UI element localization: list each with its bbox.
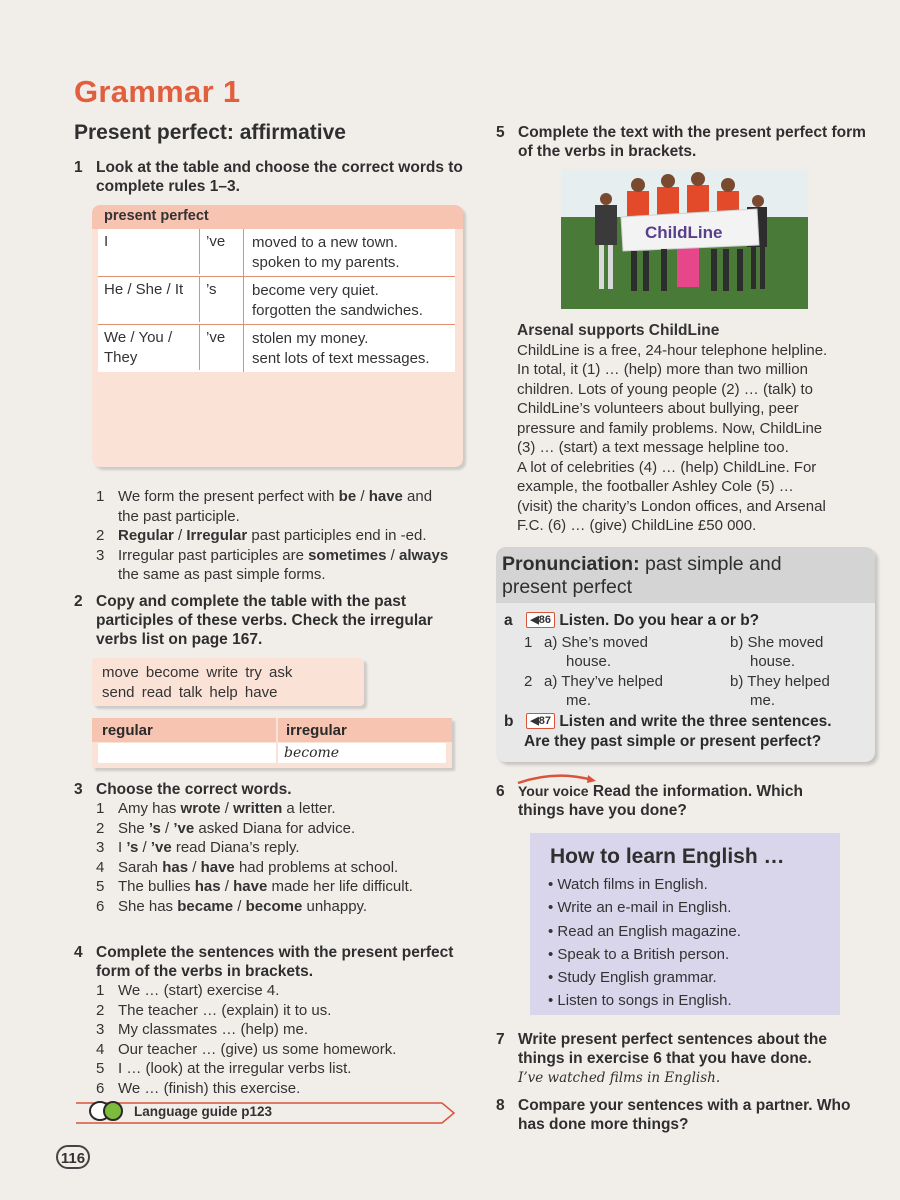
list-item: • Watch films in English. [548, 876, 708, 893]
table-row: I ’ve moved to a new town. spoken to my parents. [98, 229, 455, 277]
table-header: present perfect [92, 205, 463, 229]
pronunciation-title: Pronunciation: past simple and present perfect [502, 553, 782, 598]
col-irregular: irregular [278, 718, 452, 742]
table-row: We / You / They ’ve stolen my money. sent lots of text messages. [98, 325, 455, 372]
exercise-7-instruction: 7 Write present perfect sentences about the things in exercise 6 that you have done. I’ve watched films in English. [496, 1031, 827, 1086]
exercise-4-list [96, 981, 456, 1098]
list-item: 6 She has became / become unhappy. [96, 897, 368, 915]
present-perfect-table [92, 205, 463, 467]
play-icon: ◀ [530, 715, 539, 727]
list-item: 1 We form the present perfect with be / have and the past participle. [96, 488, 433, 525]
list-item: 5 The bullies has / have made her life difficult. [96, 878, 413, 895]
list-item: 2 Regular / Irregular past participles end in -ed. [96, 527, 427, 544]
banner-text: ChildLine [645, 223, 723, 242]
pronunciation-pairs: 1 a) She’s moved house. b) She moved house. 2 a) They’ve helped me. b) They helped me. [524, 634, 830, 709]
article-heading: Arsenal supports ChildLine [517, 322, 720, 339]
list-item: • Study English grammar. [548, 969, 717, 987]
exercise-1-instruction: 1 Look at the table and choose the correct words to complete rules 1–3. [74, 159, 463, 195]
page-number: 116 [56, 1145, 90, 1169]
how-to-list [548, 873, 741, 1013]
list-item: 3 I ’s / ’ve read Diana’s reply. [96, 839, 300, 856]
audio-track-86[interactable]: ◀86 [526, 612, 555, 628]
list-item: 3 Irregular past participles are sometimes / always the same as past simple forms. [96, 546, 449, 583]
language-guide-label: Language guide p123 [134, 1104, 273, 1119]
list-item: • Write an e-mail in English. [548, 899, 732, 917]
how-to-learn-box [530, 833, 840, 1015]
list-item: 1 Amy has wrote / written a letter. [96, 800, 336, 817]
childline-photo [561, 169, 808, 309]
list-item: 3 My classmates … (help) me. [96, 1021, 309, 1038]
speech-bubbles-icon [88, 1097, 124, 1121]
arsenal-text: Arsenal supports ChildLine ChildLine is a free, 24-hour telephone helpline. In total, it (1) … (help) more than two million children. Lots of young people (2) … (talk) to ChildLine’s volunteers about bullying, peer pressure and family problems. Now, ChildLine (3) … (start) a text message helpline too. A lot of celebrities (4) … (help) ChildLine. For example, the footballer Ashley Cole (5) … (visit) the charity’s London offices, and Arsenal F.C. (6) … (give) ChildLine £50 000. [517, 321, 882, 536]
exercise-4-instruction: 4 Complete the sentences with the present perfect form of the verbs in brackets. [74, 944, 454, 980]
exercise-5-instruction: 5 Complete the text with the present perfect form of the verbs in brackets. [496, 124, 866, 160]
list-item: 6 We … (finish) this exercise. [96, 1079, 301, 1097]
audio-track-87[interactable]: ◀87 [526, 713, 555, 729]
exercise-8-instruction: 8 Compare your sentences with a partner. Who has done more things? [496, 1097, 851, 1133]
verb-word-box: move become write try ask send read talk help have [92, 658, 364, 706]
col-regular: regular [92, 718, 276, 742]
your-voice-arrow-icon [516, 772, 600, 784]
regular-irregular-table [92, 718, 452, 768]
pronunciation-b: b ◀87 Listen and write the three sentences. Are they past simple or present perfect? [504, 713, 832, 750]
exercise-2-instruction: 2 Copy and complete the table with the past participles of these verbs. Check the irregular verbs list on page 167. [74, 593, 433, 648]
exercise-6-instruction: 6 Your voice Read the information. Which things have you done? [496, 782, 876, 820]
how-to-title: How to learn English … [550, 845, 785, 868]
list-item: • Listen to songs in English. [548, 992, 732, 1010]
your-voice-label: Your voice [518, 783, 589, 799]
list-item: • Read an English magazine. [548, 922, 741, 940]
rules-list [96, 487, 456, 585]
list-item: 5 I … (look) at the irregular verbs list. [96, 1060, 352, 1077]
section-subtitle: Present perfect: affirmative [74, 121, 346, 144]
list-item: 4 Sarah has / have had problems at school. [96, 858, 399, 876]
play-icon: ◀ [530, 614, 539, 626]
language-guide-link[interactable] [74, 1101, 454, 1123]
list-item: 2 She ’s / ’ve asked Diana for advice. [96, 819, 356, 837]
list-item: 1 We … (start) exercise 4. [96, 982, 280, 999]
page-title: Grammar 1 [74, 74, 241, 109]
list-item: 4 Our teacher … (give) us some homework. [96, 1040, 397, 1058]
exercise-7-example: I’ve watched films in English. [518, 1070, 721, 1086]
exercise-3-instruction: 3 Choose the correct words. [74, 781, 292, 798]
exercise-3-list [96, 799, 456, 916]
example-answer: become [278, 743, 446, 763]
pronunciation-a: a ◀86 Listen. Do you hear a or b? [504, 612, 760, 629]
table-row: He / She / It ’s become very quiet. forgotten the sandwiches. [98, 277, 455, 325]
pronunciation-box [496, 547, 875, 762]
list-item: 2 The teacher … (explain) it to us. [96, 1001, 332, 1019]
list-item: • Speak to a British person. [548, 945, 730, 963]
